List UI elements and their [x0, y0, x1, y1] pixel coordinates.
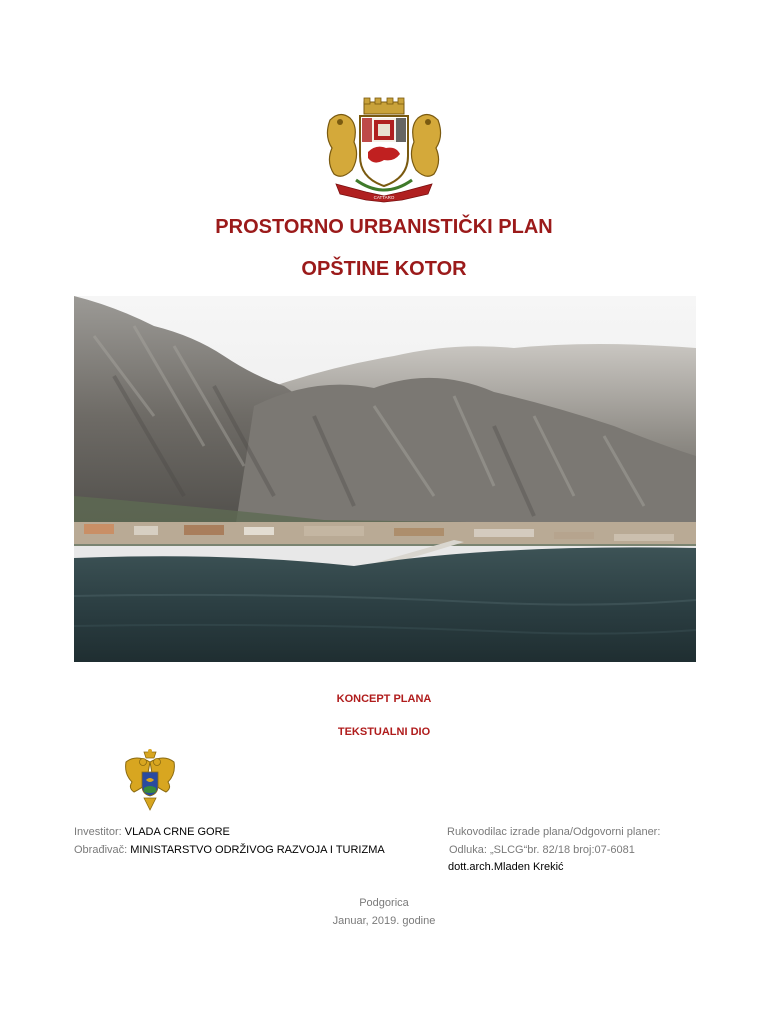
planer-name: dott.arch.Mladen Krekić	[448, 861, 564, 873]
odluka-line: Odluka: „SLCG“br. 82/18 broj:07-6081	[449, 844, 635, 856]
obradivac-label: Obrađivač:	[74, 844, 128, 856]
investitor-line	[74, 826, 230, 838]
document-subtitle-textual: TEKSTUALNI DIO	[337, 726, 431, 738]
footer-city: Podgorica	[359, 897, 409, 909]
kotor-coat-of-arms	[316, 96, 452, 204]
obradivac-value: MINISTARSTVO ODRŽIVOG RAZVOJA I TURIZMA	[130, 844, 385, 856]
investitor-value: VLADA CRNE GORE	[124, 826, 230, 838]
rukovodilac-line: Rukovodilac izrade plana/Odgovorni planer:	[447, 826, 661, 838]
document-subtitle-concept: KONCEPT PLANA	[336, 693, 432, 705]
investitor-label: Investitor:	[74, 826, 122, 838]
obradivac-line	[74, 844, 385, 856]
document-title-line-1: PROSTORNO URBANISTIČKI PLAN	[215, 216, 553, 238]
kotor-bay-photo	[74, 296, 696, 662]
coat-ribbon-text: CATTARO	[373, 195, 395, 200]
document-title-line-2: OPŠTINE KOTOR	[301, 258, 467, 280]
montenegro-coat-of-arms	[122, 748, 178, 812]
footer-date: Januar, 2019. godine	[332, 915, 436, 927]
